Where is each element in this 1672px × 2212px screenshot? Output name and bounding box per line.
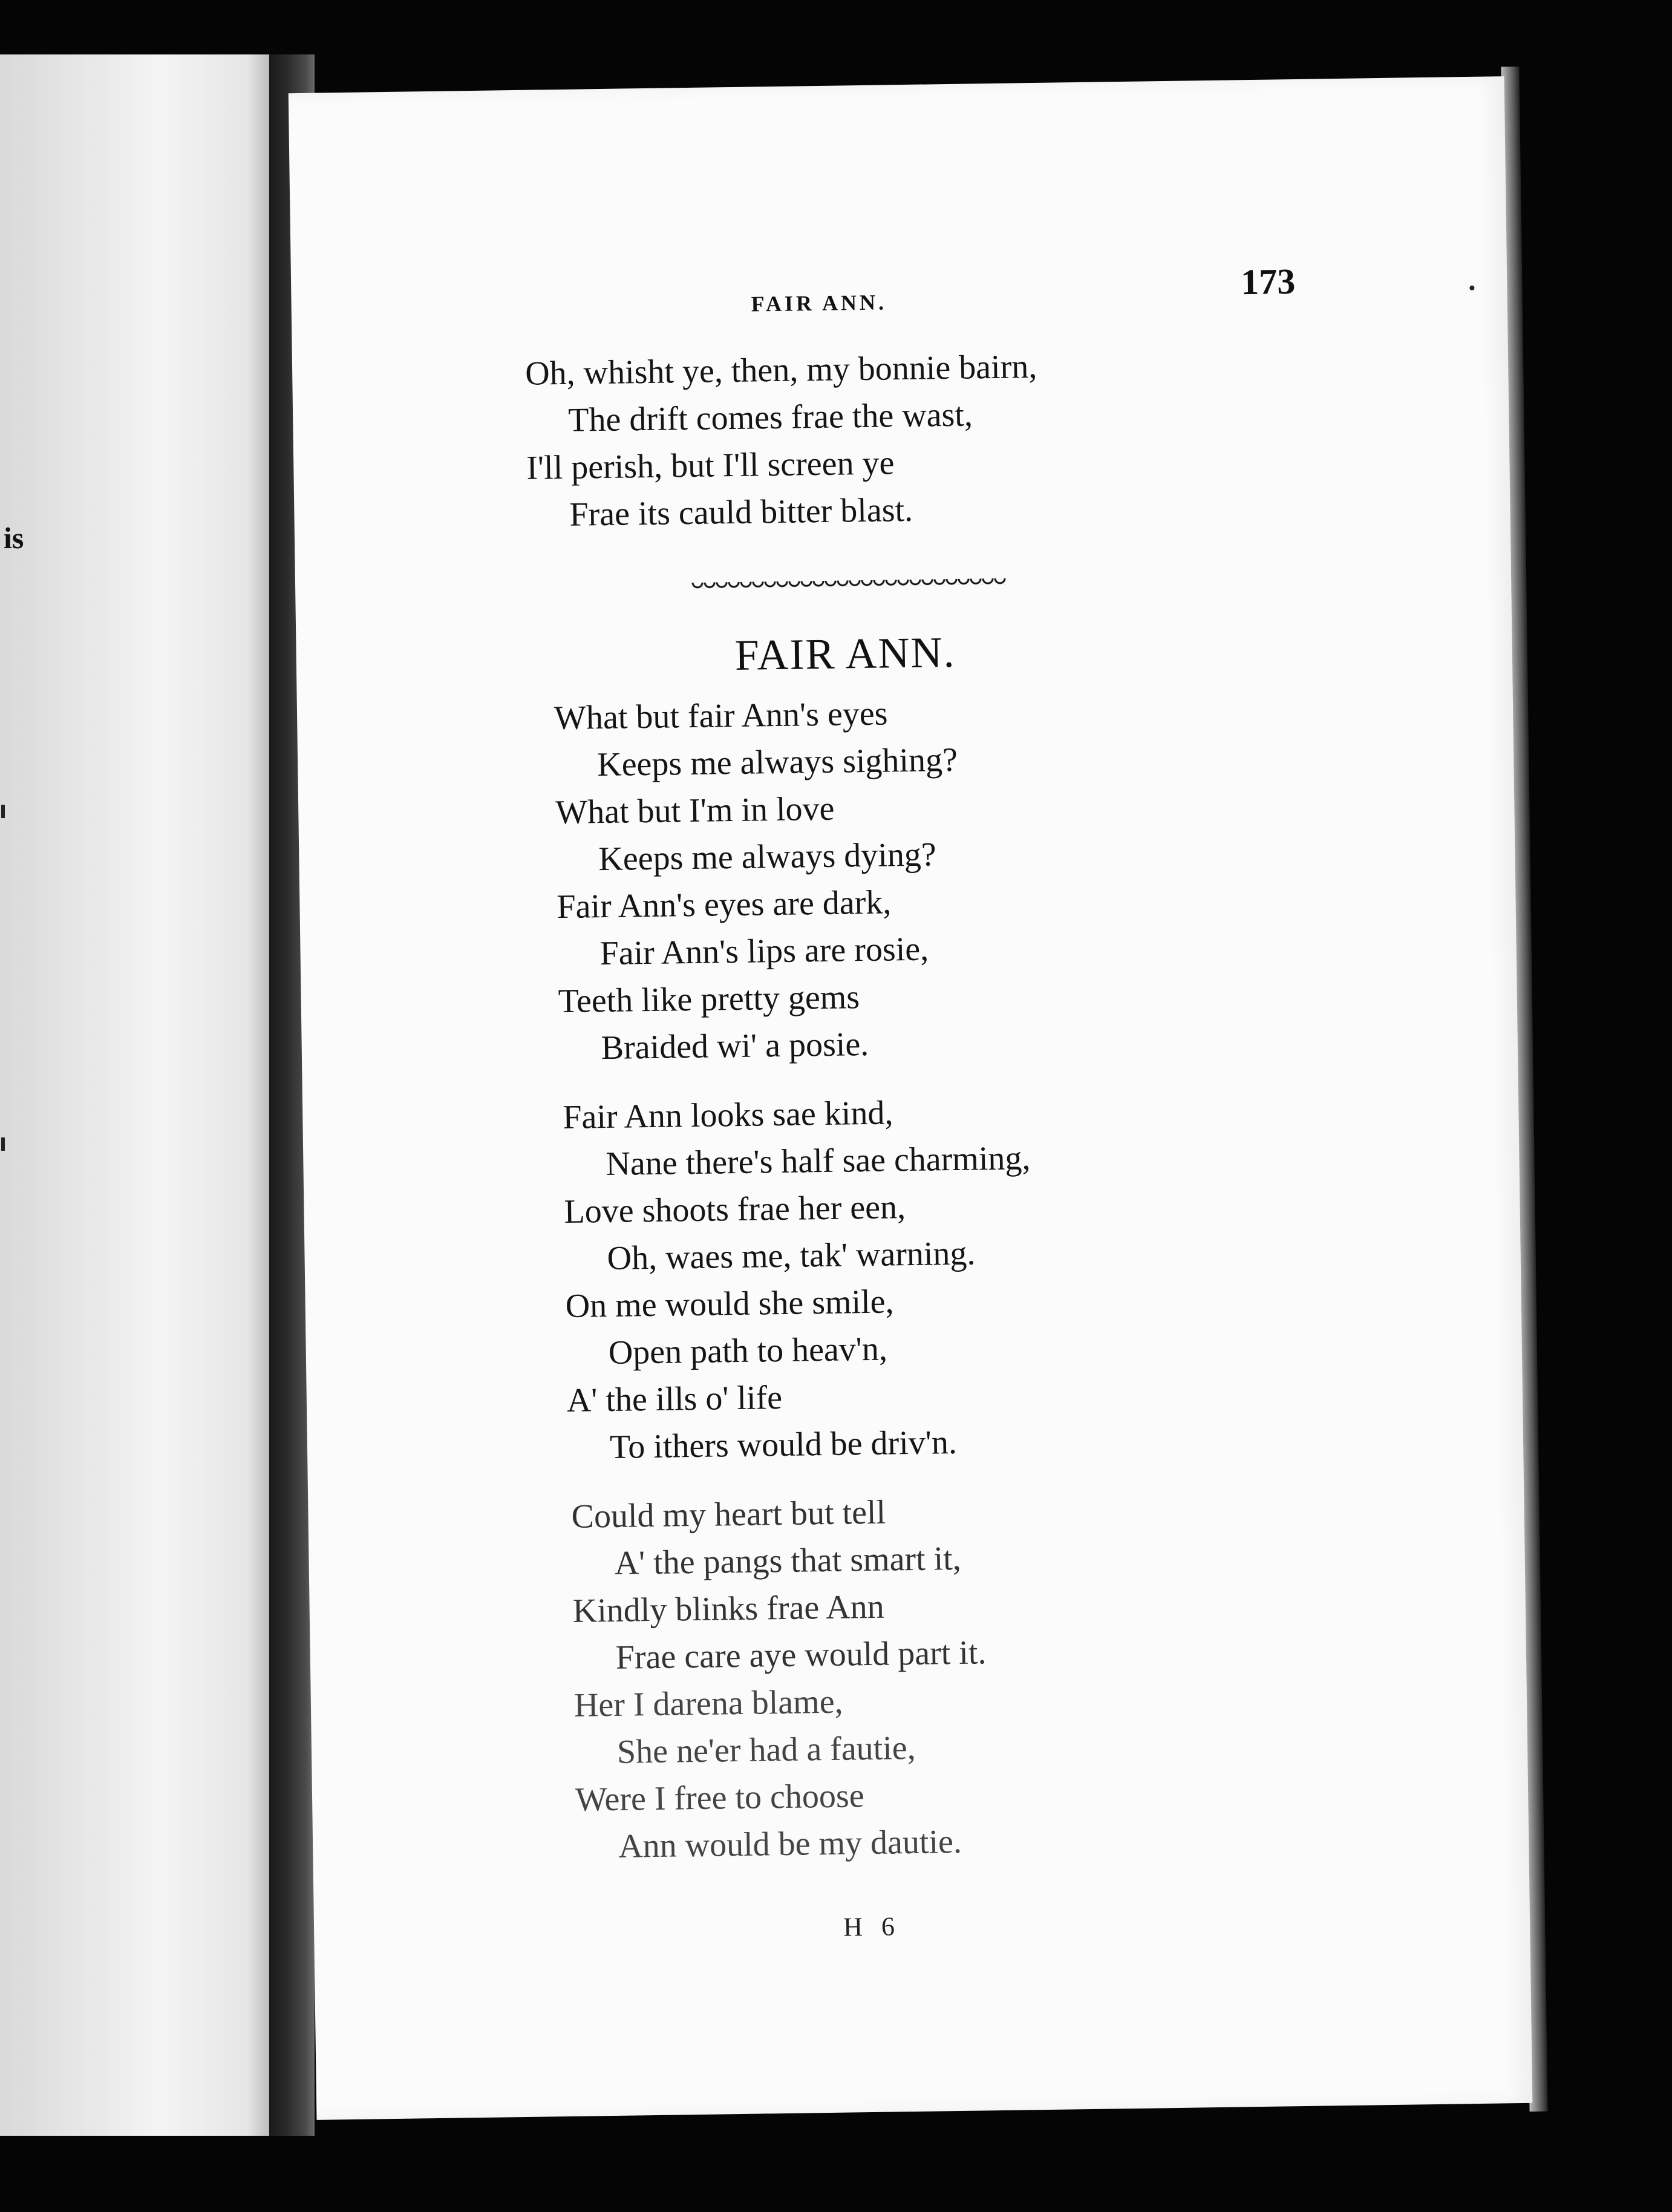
page-speck	[1469, 286, 1474, 290]
page-number: 173	[1240, 261, 1296, 303]
poem-line: Nane there's half sae charming,	[606, 1139, 1031, 1183]
poem-line: The drift comes frae the wast,	[567, 396, 973, 439]
previous-song-stanza	[525, 343, 1039, 539]
poem-line: Her I darena blame,	[573, 1683, 843, 1724]
left-page-text-fragment: is	[4, 521, 24, 555]
poem-line: Frae care aye would part it.	[615, 1634, 987, 1677]
stanza	[571, 1487, 989, 1870]
stanza	[554, 689, 962, 1072]
poem-line: I'll perish, but I'll screen ye	[526, 444, 895, 487]
poem-line: Kindly blinks frae Ann	[572, 1588, 884, 1630]
poem-line: Were I free to choose	[575, 1777, 864, 1819]
poem-line: Keeps me always dying?	[598, 836, 937, 879]
poem-line: Keeps me always sighing?	[596, 741, 958, 784]
running-head: FAIR ANN.	[751, 290, 887, 316]
left-page-mark	[1, 805, 5, 818]
poem-line: Ann would be my dautie.	[618, 1822, 962, 1865]
signature-mark: H 6	[843, 1911, 901, 1942]
ornamental-divider	[691, 578, 1006, 589]
poem-line: Fair Ann's eyes are dark,	[557, 883, 892, 926]
poem-line: A' the pangs that smart it,	[614, 1539, 962, 1582]
poem-line: Could my heart but tell	[571, 1493, 886, 1536]
poem-line: Oh, waes me, tak' warning.	[607, 1234, 976, 1278]
poem-line: What but I'm in love	[555, 790, 835, 832]
poem-line: To ithers would be driv'n.	[609, 1423, 958, 1466]
poem-line: Teeth like pretty gems	[558, 978, 860, 1021]
left-page-mark	[1, 1137, 5, 1151]
poem-line: Open path to heav'n,	[608, 1330, 888, 1372]
poem-line: On me would she smile,	[565, 1283, 894, 1325]
song-title: FAIR ANN.	[734, 627, 956, 679]
poem-line: Love shoots frae her een,	[564, 1188, 906, 1231]
poem-line: A' the ills o' life	[566, 1379, 783, 1419]
poem-line: She ne'er had a fautie,	[616, 1729, 916, 1771]
poem-line: What but fair Ann's eyes	[554, 695, 888, 738]
poem-line: Fair Ann's lips are rosie,	[599, 930, 929, 973]
right-page	[289, 76, 1533, 2120]
poem-line: Braided wi' a posie.	[601, 1025, 869, 1067]
poem-line: Frae its cauld bitter blast.	[569, 491, 913, 534]
left-facing-page	[0, 54, 269, 2136]
poem-line: Fair Ann looks sae kind,	[562, 1094, 893, 1137]
poem-line: Oh, whisht ye, then, my bonnie bairn,	[524, 347, 1037, 393]
stanza	[563, 1087, 1035, 1471]
